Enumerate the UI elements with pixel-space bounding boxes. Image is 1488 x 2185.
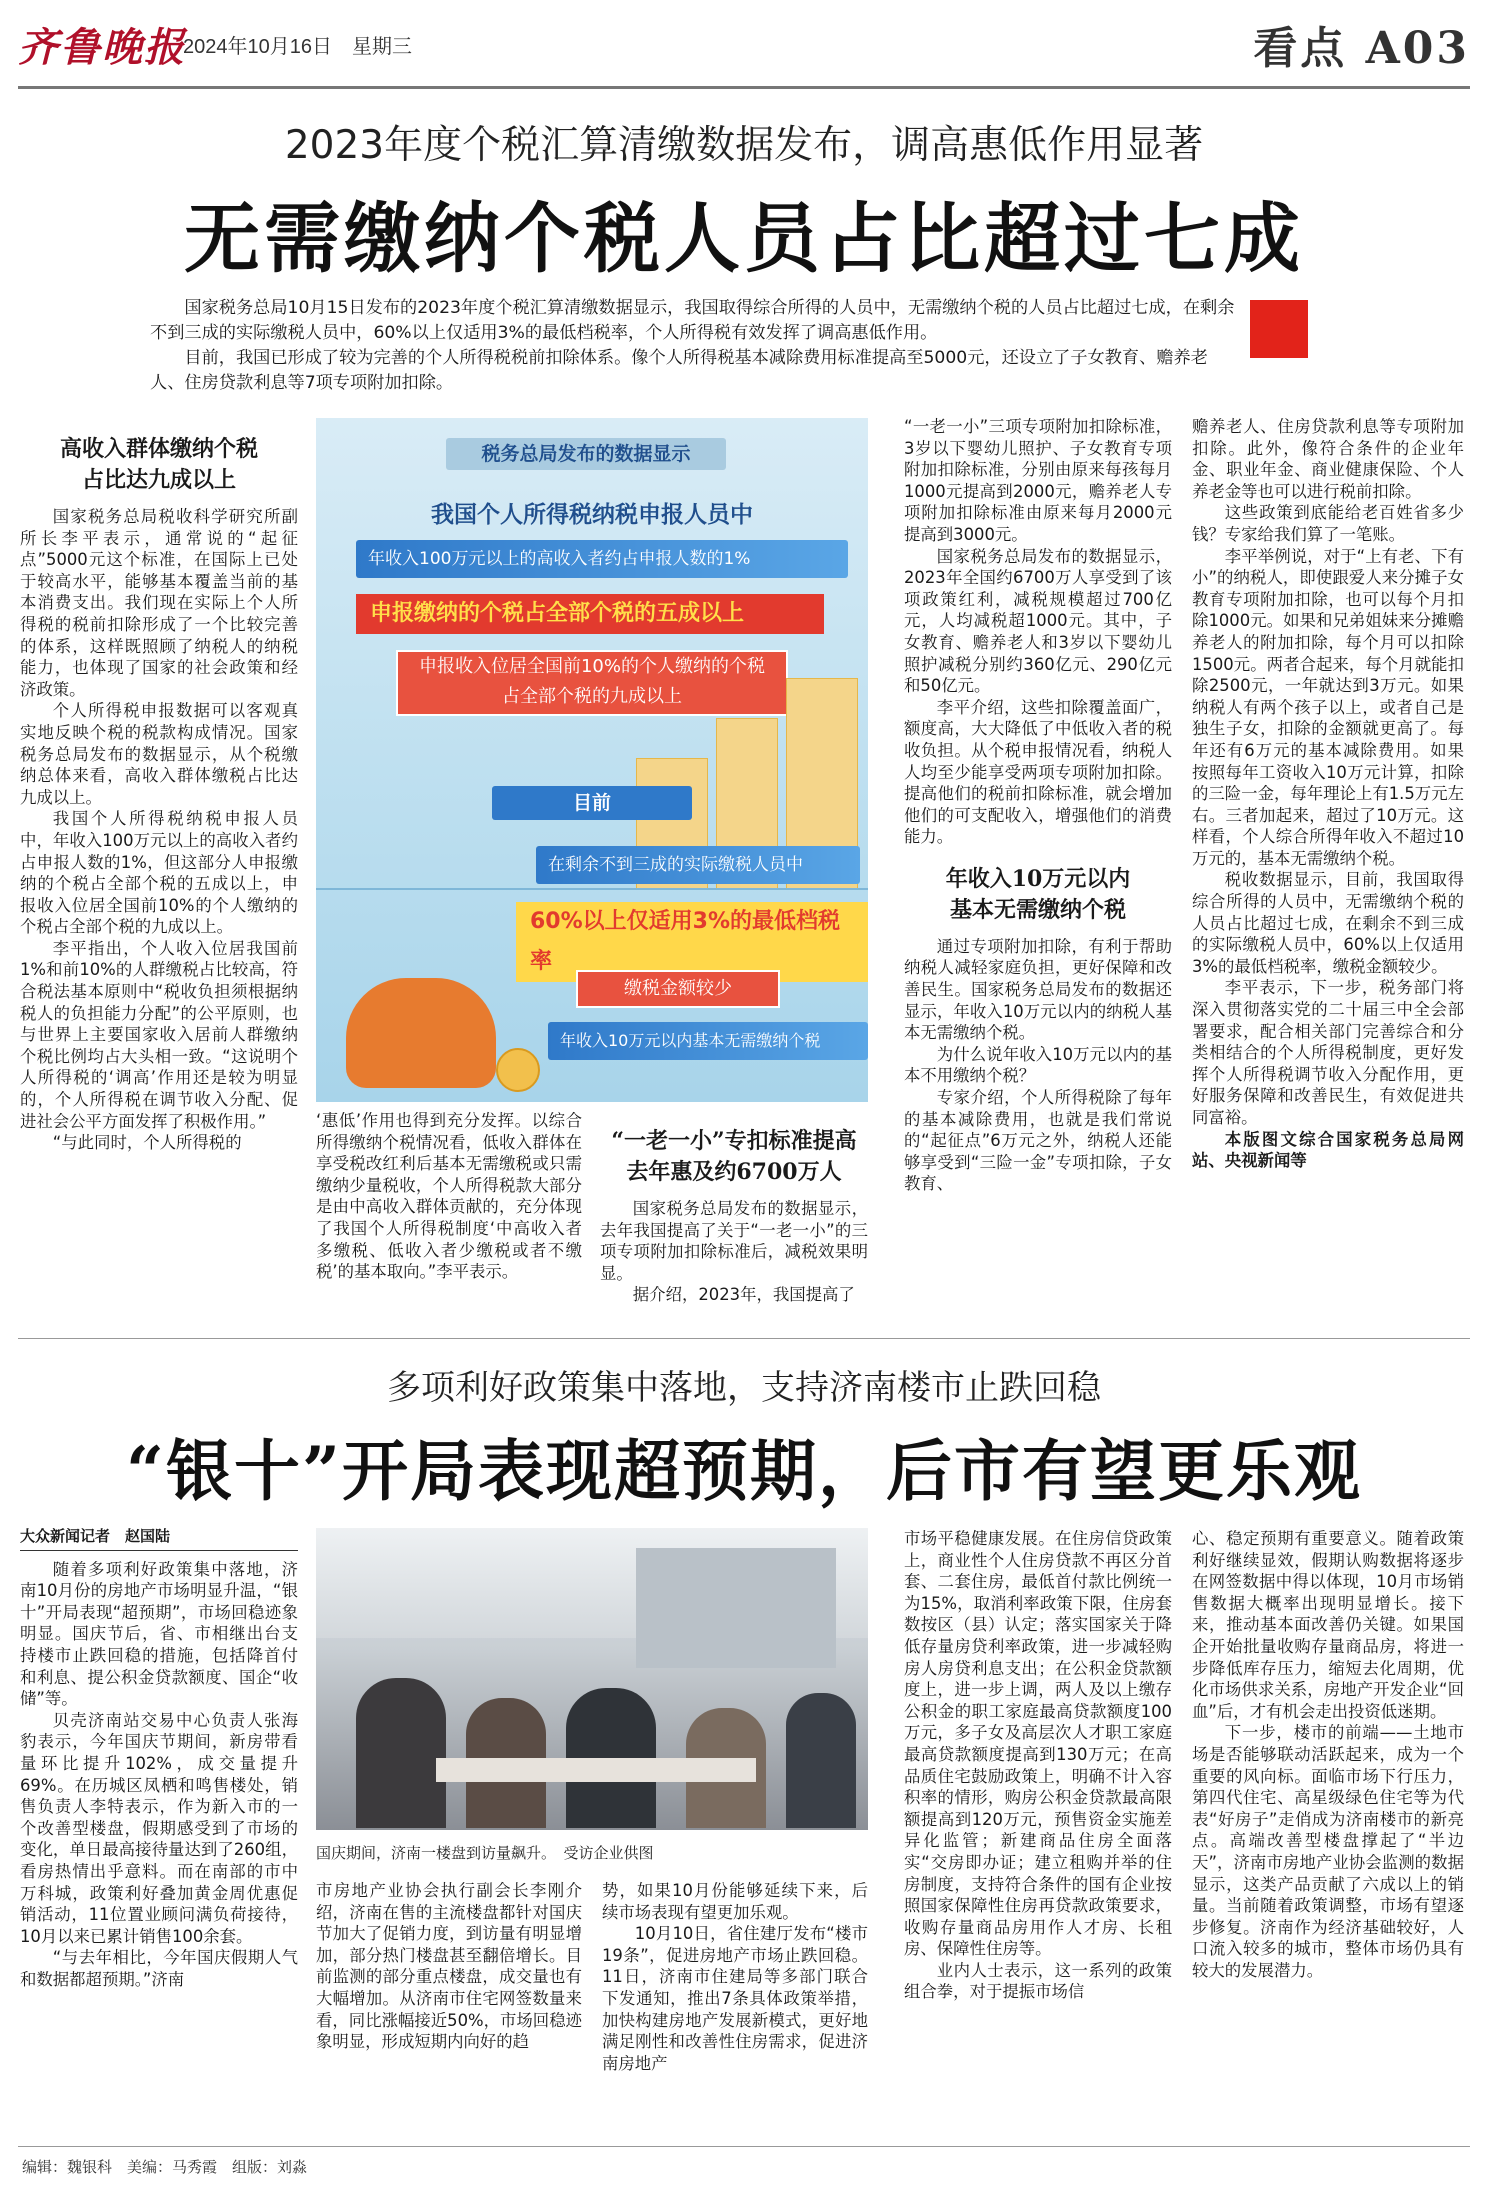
body-paragraph: “与此同时，个人所得税的 <box>52 1133 242 1153</box>
photo-person <box>356 1678 446 1828</box>
body-paragraph: 心、稳定预期有重要意义。随着政策利好继续显效，假期认购数据将逐步在网签数据中得以体现，10月市场销售数据大概率出现明显增长。接下来，推动基本面改善仍关键。如果国企开始批量收购存量商品房，将进一步降低库存压力，缩短去化周期，优化市场供求关系，房地产开发企业“回血”后，才有机会走出投资低迷期。 <box>1192 1529 1464 1721</box>
body-paragraph: 10月10日，省住建厅发布“楼市19条”，促进房地产市场止跌回稳。11日，济南市住建局等多部门联合下发通知，推出7条具体政策举措，加快构建房地产发展新模式，更好地满足刚性和改善性住房需求，促进济南房地产 <box>602 1924 868 2073</box>
infographic-bar-2: 在剩余不到三成的实际缴税人员中 <box>536 846 860 884</box>
infographic-box-2: 缴税金额较少 <box>576 970 780 1008</box>
body-paragraph: 市场平稳健康发展。在住房信贷政策上，商业性个人住房贷款不再区分首套、二套住房，最低首付款比例统一为15%，取消利率政策下限，住房套数按区（县）认定；落实国家关于降低存量房贷利率政策，进一步减轻购房人房贷利息支出；在公积金贷款额度上，进一步上调，两人及以上缴存公积金的职工家庭最高贷款额度100万元，多子女及高层次人才职工家庭最高贷款额度提高到130万元；在高品质住宅鼓励政策上，明确不计入容积率的情形，购房公积金贷款最高限额提高到120万元，预售资金实施差异化监管；新建商品住房全面落实“交房即办证；建立租购并举的住房制度，支持符合条件的国有企业按照国家保障性住房再贷款政策要求，收购存量商品房用作人才房、长租房、保障性住房等。 <box>904 1529 1172 1959</box>
article1-column-1 <box>20 430 298 1330</box>
editor-credits: 编辑：魏银科 美编：马秀霞 组版：刘淼 <box>22 2158 308 2176</box>
body-paragraph: 赡养老人、住房贷款利息等专项附加扣除。此外，像符合条件的企业年金、职业年金、商业健康保险、个人养老金等也可以进行税前扣除。 <box>1192 417 1464 501</box>
page-section-label: 看点 A03 <box>1253 23 1470 74</box>
infographic-bar-1: 年收入100万元以上的高收入者约占申报人数的1% <box>356 540 848 578</box>
infographic-tag: 税务总局发布的数据显示 <box>446 438 726 470</box>
body-paragraph: 贝壳济南站交易中心负责人张海豹表示，今年国庆节期间，新房带看量环比提升102%，成交量提升69%。在历城区凤栖和鸣售楼处，销售负责人李特表示，作为新入市的一个改善型楼盘，假期感受到了市场的变化，单日最高接待量达到了260组，看房热情出乎意料。而在南部的市中万科城，政策利好叠加黄金周优惠促销活动，11位置业顾问满负荷接待，10月以来已累计销售100余套。 <box>20 1710 298 1946</box>
article2-subtitle: 多项利好政策集中落地，支持济南楼市止跌回稳 <box>387 1368 1101 1408</box>
body-paragraph: 市房地产业协会执行副会长李刚介绍，济南在售的主流楼盘都针对国庆节加大了促销力度，到访量有明显增加，部分热门楼盘甚至翻倍增长。目前监测的部分重点楼盘，成交量也有大幅增加。从济南市住宅网签数量来看，同比涨幅接近50%，市场回稳迹象明显，形成短期内向好的趋 <box>316 1881 582 2052</box>
tax-data-infographic <box>316 418 868 1102</box>
body-paragraph: 专家介绍，个人所得税除了每年的基本减除费用，也就是我们常说的“起征点”6万元之外，纳税人还能够享受到“三险一金”专项扣除，子女教育、 <box>904 1088 1172 1194</box>
article2-title: “银十”开局表现超预期，后市有望更乐观 <box>126 1432 1362 1510</box>
lead-paragraph: 目前，我国已形成了较为完善的个人所得税税前扣除体系。像个人所得税基本减除费用标准提高至5000元，还设立了子女教育、赡养老人、住房贷款利息等7项专项附加扣除。 <box>150 348 1208 393</box>
news-photo <box>316 1528 868 1830</box>
body-paragraph: ‘惠低’作用也得到充分发挥。以综合所得缴纳个税情况看，低收入群体在享受税改红利后基本无需缴税或只需缴纳少量税收，个人所得税款大部分是由中高收入群体贡献的，充分体现了我国个人所得税制度‘中高收入者多缴税、低收入者少缴税或者不缴税’的基本取向。”李平表示。 <box>316 1111 582 1282</box>
infographic-heading: 我国个人所得税纳税申报人员中 <box>431 502 753 528</box>
infographic-highlight-2: 60%以上仅适用3%的最低档税率 <box>516 902 868 982</box>
body-paragraph: 为什么说年收入10万元以内的基本不用缴纳个税？ <box>904 1044 1172 1086</box>
section-subhead: 年收入10万元以内 基本无需缴纳个税 <box>945 865 1131 923</box>
photo-caption: 国庆期间，济南一楼盘到访量飙升。 受访企业供图 <box>316 1844 654 1862</box>
body-paragraph: 国家税务总局发布的数据显示，2023年全国约6700万人享受到了该项政策红利，减税规模超过700亿元，人均减税超1000元。其中，子女教育、赡养老人和3岁以下婴幼儿照护减税分别约360亿元、290亿元和50亿元。 <box>904 546 1172 696</box>
body-paragraph: 国家税务总局税收科学研究所副所长李平表示，通常说的“起征点”5000元这个标准，在国际上已处于较高水平，能够基本覆盖当前的基本消费支出。我们现在实际上个人所得税的税前扣除形成了一个比较完善的体系，这样既照顾了纳税人的纳税能力，也体现了国家的社会政策和经济政策。 <box>20 507 298 699</box>
article1-title: 无需缴纳个税人员占比超过七成 <box>184 194 1304 283</box>
body-paragraph: 国家税务总局发布的数据显示，去年我国提高了关于“一老一小”的三项专项附加扣除标准后，减税效果明显。 <box>600 1199 868 1283</box>
body-paragraph: 势，如果10月份能够延续下来，后续市场表现有望更加乐观。 <box>602 1881 868 1922</box>
body-paragraph: “一老一小”三项专项附加扣除标准，3岁以下婴幼儿照护、子女教育专项附加扣除标准，分别由原来每孩每月1000元提高到2000元，赡养老人专项附加扣除标准由原来每月2000元提高到3000元。 <box>904 417 1172 544</box>
article1-subtitle: 2023年度个税汇算清缴数据发布，调高惠低作用显著 <box>284 123 1204 168</box>
body-paragraph: 税收数据显示，目前，我国取得综合所得的人员中，无需缴纳个税的人员占比超过七成，在剩余不到三成的实际缴税人员中，60%以上仅适用3%的最低档税率，缴税金额较少。 <box>1192 870 1464 976</box>
infographic-tab-current: 目前 <box>492 786 692 820</box>
body-paragraph: 业内人士表示，这一系列的政策组合拳，对于提振市场信 <box>904 1960 1172 2002</box>
article1-lead <box>150 296 1240 396</box>
article1-column-3 <box>600 1126 868 1330</box>
article1-column-4 <box>904 416 1172 1330</box>
section-subhead: “一老一小”专扣标准提高 去年惠及约6700万人 <box>611 1128 857 1185</box>
body-paragraph: 据介绍，2023年，我国提高了 <box>632 1285 855 1305</box>
body-paragraph: 个人所得税申报数据可以客观真实地反映个税的税款构成情况。国家税务总局发布的数据显示，从个税缴纳总体来看，高收入群体缴税占比达九成以上。 <box>20 701 298 807</box>
body-paragraph: “与去年相比，今年国庆假期人气和数据都超预期。”济南 <box>20 1948 298 1989</box>
red-marker-square <box>1250 300 1308 358</box>
body-paragraph: 这些政策到底能给老百姓省多少钱？专家给我们算了一笔账。 <box>1192 503 1464 544</box>
article1-column-5 <box>1192 416 1464 1330</box>
body-paragraph: 通过专项附加扣除，有利于帮助纳税人减轻家庭负担，更好保障和改善民生。国家税务总局发布的数据还显示，年收入10万元以内的纳税人基本无需缴纳个税。 <box>904 936 1172 1043</box>
money-bag-icon <box>346 978 496 1088</box>
article2-column-1 <box>20 1526 298 2136</box>
article2-column-2 <box>316 1880 582 2136</box>
body-paragraph: 李平举例说，对于“上有老、下有小”的纳税人，即使跟爱人来分摊子女教育专项附加扣除，也可以每个月扣除1000元。如果和兄弟姐妹来分摊赡养老人的附加扣除，每个月可以扣除1500元。两者合起来，每个月就能扣除2500元，一年就达到3万元。如果纳税人有两个孩子以上，或者自己是独生子女，扣除的金额就更高了。每年还有6万元的基本减除费用。如果按照每年工资收入10万元计算，扣除的三险一金，每年理论上有1.5万元左右。三者加起来，超过了10万元。这样看，个人综合所得年收入不超过10万元的，基本无需缴纳个税。 <box>1192 546 1464 868</box>
article-byline: 大众新闻记者 赵国陆 <box>20 1526 298 1551</box>
footer-rule <box>18 2146 1470 2147</box>
issue-date: 2024年10月16日 星期三 <box>183 36 412 58</box>
newspaper-logo: 齐鲁晚报 <box>18 24 186 71</box>
section-subhead: 高收入群体缴纳个税 占比达九成以上 <box>59 436 258 493</box>
infographic-highlight-1: 申报缴纳的个税占全部个税的五成以上 <box>356 594 824 634</box>
lead-paragraph: 国家税务总局10月15日发布的2023年度个税汇算清缴数据显示，我国取得综合所得的人员中，无需缴纳个税的人员占比超过七成，在剩余不到三成的实际缴税人员中，60%以上仅适用3%的最低档税率，个人所得税有效发挥了调高惠低作用。 <box>150 298 1235 343</box>
body-paragraph: 随着多项利好政策集中落地，济南10月份的房地产市场明显升温，“银十”开局表现“超预期”，市场回稳迹象明显。国庆节后，省、市相继出台支持楼市止跌回稳的措施，包括降首付和利息、提公积金贷款额度、国企“收储”等。 <box>20 1559 298 1709</box>
body-paragraph: 下一步，楼市的前端——土地市场是否能够联动活跃起来，成为一个重要的风向标。面临市场下行压力，第四代住宅、高星级绿色住宅等为代表“好房子”走俏成为济南楼市的新亮点。高端改善型楼盘撑起了“半边天”，济南市房地产业协会监测的数据显示，这类产品贡献了六成以上的销量。当前随着政策调整，市场有望逐步修复。济南作为经济基础较好，人口流入较多的城市，整体市场仍具有较大的发展潜力。 <box>1192 1723 1464 1980</box>
infographic-box-1: 申报收入位居全国前10%的个人缴纳的个税 占全部个税的九成以上 <box>396 650 788 716</box>
article2-column-3 <box>602 1880 868 2136</box>
photo-person <box>786 1693 856 1828</box>
coin-icon <box>496 1048 540 1092</box>
body-paragraph: 李平介绍，这些扣除覆盖面广，额度高，大大降低了中低收入者的税收负担。从个税申报情况看，纳税人人均至少能享受两项专项附加扣除。提高他们的税前扣除标准，就会增加他们的可支配收入，增强他们的消费能力。 <box>904 697 1172 847</box>
masthead <box>18 6 1470 84</box>
source-credit: 本版图文综合国家税务总局网站、央视新闻等 <box>1192 1129 1464 1171</box>
article-divider <box>18 1338 1470 1339</box>
article2-column-4 <box>904 1528 1172 2136</box>
article1-column-2 <box>316 1110 582 1328</box>
masthead-rule <box>18 86 1470 89</box>
photo-window <box>636 1548 836 1668</box>
body-paragraph: 李平指出，个人收入位居我国前1%和前10%的人群缴税占比较高，符合税法基本原则中“税收负担须根据纳税人的负担能力分配”的公平原则，也与世界上主要国家收入居前人群缴纳个税比例均占大头相一致。“这说明个人所得税的‘调高’作用还是较为明显的，个人所得税在调节收入分配、促进社会公平方面发挥了积极作用。” <box>20 938 298 1131</box>
infographic-bar-3: 年收入10万元以内基本无需缴纳个税 <box>548 1022 868 1060</box>
infographic-divider <box>316 888 868 890</box>
photo-table <box>436 1758 756 1782</box>
body-paragraph: 李平表示，下一步，税务部门将深入贯彻落实党的二十届三中全会部署要求，配合相关部门完善综合和分类相结合的个人所得税制度，更好发挥个人所得税调节收入分配作用，更好服务保障和改善民生，有效促进共同富裕。 <box>1192 978 1464 1127</box>
article2-column-5 <box>1192 1528 1464 2136</box>
body-paragraph: 我国个人所得税纳税申报人员中，年收入100万元以上的高收入者约占申报人数的1%，但这部分人申报缴纳的个税占全部个税的五成以上，申报收入位居全国前10%的个人缴纳的个税占全部个税的九成以上。 <box>20 809 298 937</box>
